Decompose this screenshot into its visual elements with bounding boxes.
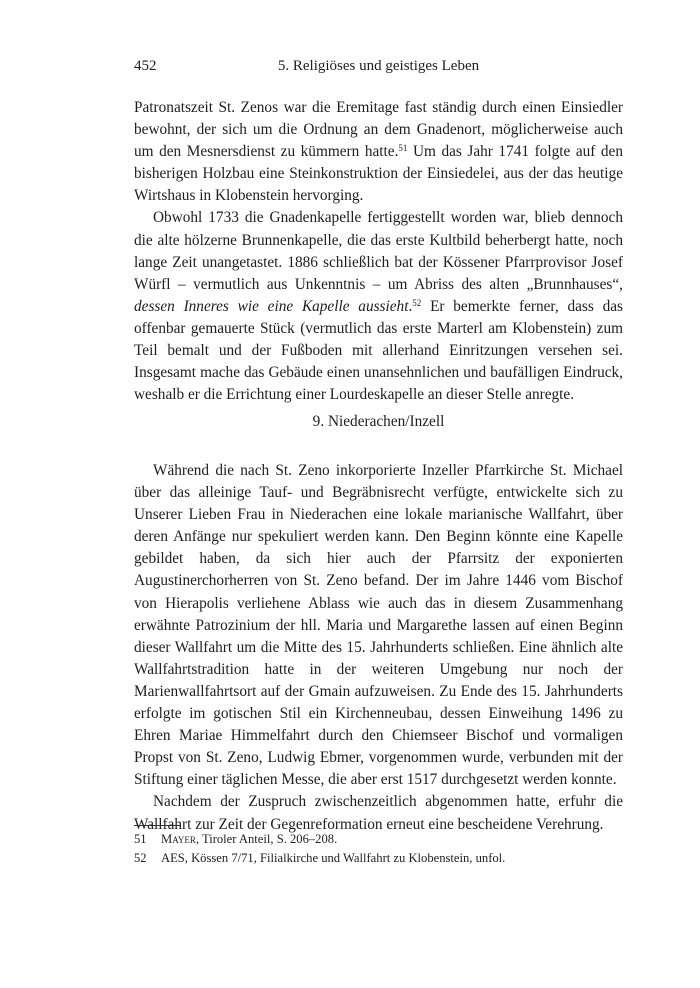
footnote-number: 51 (134, 832, 147, 846)
page-number: 452 (134, 58, 157, 74)
paragraph: Während die nach St. Zeno inkorporierte Inzeller Pfarrkirche St. Michael über das alleinige Tauf- und Begräbnisrecht verfügte, entwickelte sich zu Unserer Lieben Frau in Niederachen eine lokale marianische Wallfahrt, über deren Anfänge nur spekuliert werden kann. Den Beginn könnte eine Kapelle gebildet haben, da sich hier auch der Pfarrsitz der exponierten Augustinerchorherren von St. Zeno befand. Der im Jahre 1446 vom Bischof von Hierapolis verliehene Ablass wie auch das in diesem Zusammenhang erwähnte Patrozinium der hll. Maria und Margarethe lassen auf einen Beginn dieser Wallfahrt um die Mitte des 15. Jahrhunderts schließen. Eine ähnlich alte Wallfahrtstradition hatte in der weiteren Umgebung nur noch der Marienwallfahrtsort auf der Gmain aufzuweisen. Zu Ende des 15. Jahrhunderts erfolgte im gotischen Stil ein Kirchenneubau, dessen Einweihung 1496 zu Ehren Mariae Himmelfahrt durch den Chiemseer Bischof und vormaligen Propst von St. Zeno, Ludwig Ebmer, vorgenommen wurde, verbunden mit der Stiftung einer täglichen Messe, die aber erst 1517 durchgesetzt werden konnte. (134, 462, 623, 789)
footnote-citation: , Tiroler Anteil, S. 206–208. (195, 832, 338, 846)
footnote (134, 849, 623, 868)
text-run: Er bemerkte ferner, dass das offenbar gemauerte Stück (vermutlich das erste Marterl am Klobenstein) zum Teil bemalt und der Fußboden mit allerhand Einritzungen versehen sei. Insgesamt mache das Gebäude einen unansehnlichen und baufälligen Eindruck, weshalb er die Errichtung einer Lourdeskapelle an dieser Stelle anregte. (134, 297, 623, 404)
footnote-citation: AES, Kössen 7/71, Filialkirche und Wallfahrt zu Klobenstein, unfol. (161, 851, 506, 865)
text-run: Um das Jahr 1741 folgte auf den bisherigen Holzbau eine Steinkonstruktion der Einsiedelei, aus der das heutige Wirtshaus in Klobenstein hervorging. (134, 143, 623, 205)
quotation-italic: dessen Inneres wie eine Kapelle aussieht (134, 297, 409, 315)
footnote-ref: 52 (412, 297, 422, 308)
page-header (134, 58, 623, 82)
paragraph: Nachdem der Zuspruch zwischenzeitlich abgenommen hatte, erfuhr die Wallfahrt zur Zeit der Gegenreformation erneut eine bescheidene Verehrung. (134, 793, 623, 833)
footnote-text (161, 849, 505, 868)
paragraph (134, 207, 623, 406)
text-run: Obwohl 1733 die Gnadenkapelle fertiggestellt worden war, blieb dennoch die alte hölzerne Brunnenkapelle, die das erste Kultbild beherbergt hatte, noch lange Zeit unangetastet. 1886 schließlich bat der Kössener Pfarrprovisor Josef Würfl – vermutlich aus Unkenntnis – um Abriss des alten „Brunnhauses“, (134, 209, 623, 293)
text-run: Patronatszeit St. Zenos war die Eremitage fast ständig durch einen Einsiedler bewohnt, der sich um die Ordnung an dem Gnadenort, möglicherweise auch um den Mesnersdienst zu kümmern hatte. (134, 99, 623, 161)
footnote-author: Mayer (161, 832, 196, 846)
text-run: . (408, 297, 413, 315)
text-block-top (134, 97, 623, 406)
footnote-number: 52 (134, 851, 147, 865)
text-block-bottom (134, 460, 623, 836)
footnote-separator (134, 825, 180, 826)
footnotes (134, 830, 623, 868)
footnote-ref: 51 (398, 143, 408, 154)
section-heading: 9. Niederachen/Inzell (312, 413, 445, 430)
paragraph (134, 97, 623, 207)
footnote-text (161, 830, 337, 849)
running-title: 5. Religiöses und geistiges Leben (277, 58, 480, 74)
footnote (134, 830, 623, 849)
